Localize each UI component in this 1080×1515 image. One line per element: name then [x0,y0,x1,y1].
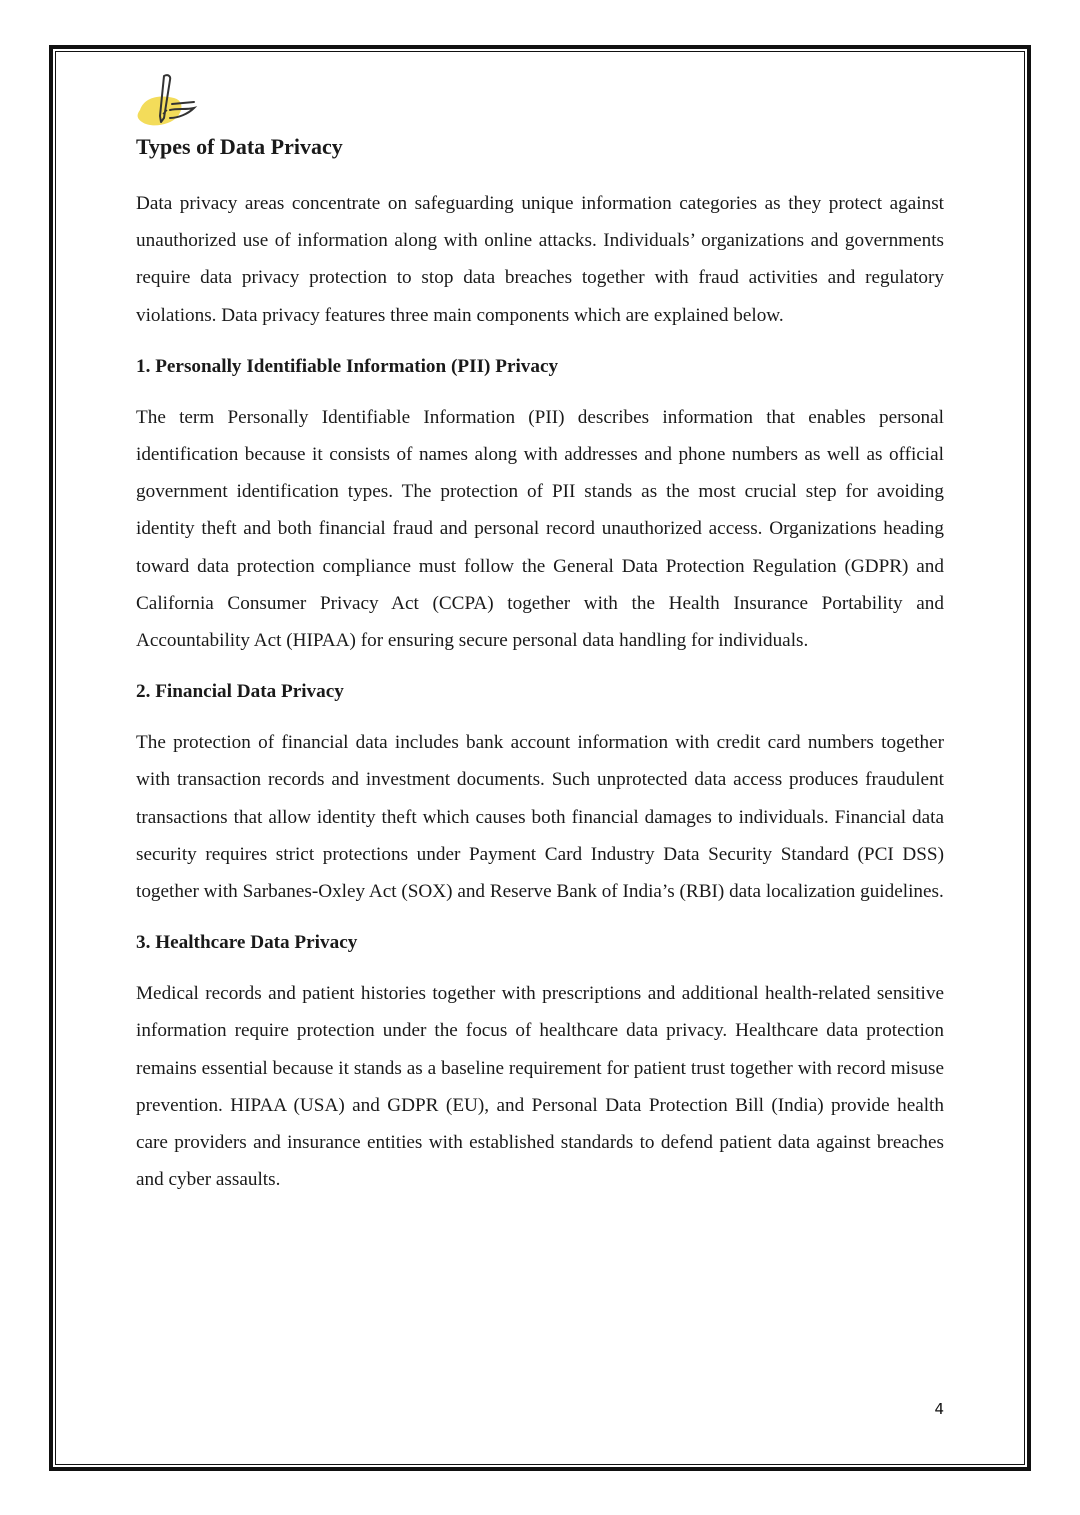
section-body-healthcare: Medical records and patient histories together with prescriptions and additional health-related sensitive information require protection under the focus of healthcare data privacy. Healthcare data protection remains essential because it stands as a baseline requirement for patient trust together with record misuse prevention. HIPAA (USA) and GDPR (EU), and Personal Data Protection Bill (India) provide health care providers and insurance entities with established standards to defend patient data against breaches and cyber assaults. [136,983,944,1191]
section-heading-pii: 1. Personally Identifiable Information (PII) Privacy [136,355,559,377]
pen-writing-icon [134,70,204,132]
document-body [136,130,944,1198]
page-number: 4 [934,1400,944,1418]
section-body-pii: The term Personally Identifiable Information (PII) describes information that enables personal identification because it consists of names along with addresses and phone numbers as well as official government identification types. The protection of PII stands as the most crucial step for avoiding identity theft and both financial fraud and personal record unauthorized access. Organizations heading toward data protection compliance must follow the General Data Protection Regulation (GDPR) and California Consumer Privacy Act (CCPA) together with the Health Insurance Portability and Accountability Act (HIPAA) for ensuring secure personal data handling for individuals. [136,406,944,652]
page-title: Types of Data Privacy [136,134,343,159]
section-body-financial: The protection of financial data includes bank account information with credit card numbers together with transaction records and investment documents. Such unprotected data access produces fraudulent transactions that allow identity theft which causes both financial damages to individuals. Financial data security requires strict protections under Payment Card Industry Data Security Standard (PCI DSS) together with Sarbanes-Oxley Act (SOX) and Reserve Bank of India’s (RBI) data localization guidelines. [136,732,944,903]
intro-paragraph: Data privacy areas concentrate on safeguarding unique information categories as they protect against unauthorized use of information along with online attacks. Individuals’ organizations and governments require data privacy protection to stop data breaches together with fraud activities and regulatory violations. Data privacy features three main components which are explained below. [136,193,944,326]
section-heading-healthcare: 3. Healthcare Data Privacy [136,932,358,954]
section-heading-financial: 2. Financial Data Privacy [136,681,344,703]
